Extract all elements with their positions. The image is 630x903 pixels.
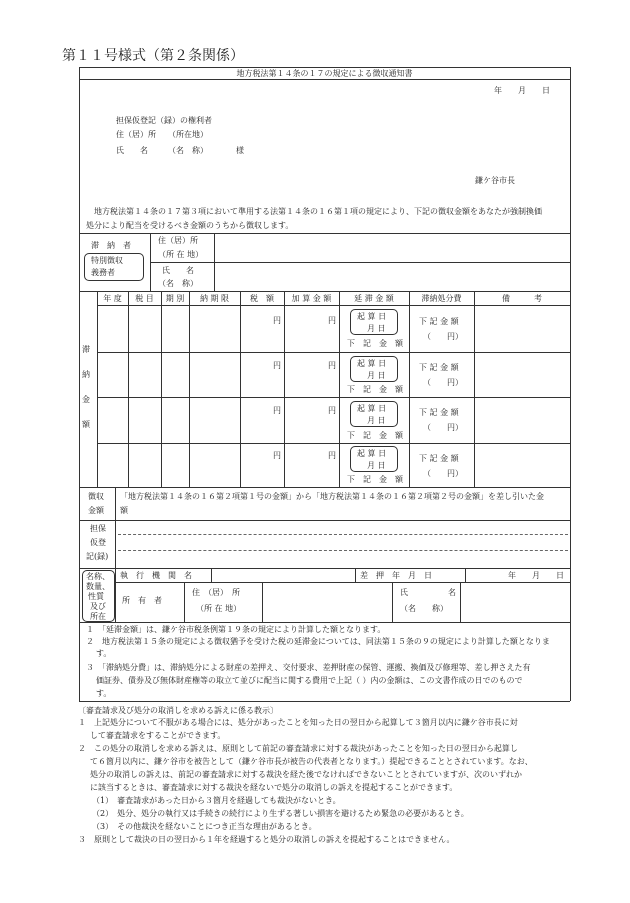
collection-text1: 「地方税法第１４条の１６第２項第１号の金額」から「地方税法第１４条の１６第２項第２号の金額」を差し引いた金 — [120, 492, 544, 501]
property-side3: 性質 — [88, 592, 104, 601]
collection-label2: 金額 — [88, 506, 104, 515]
col-div — [284, 291, 285, 487]
col-header-disposal-fee: 滞納処分費 — [421, 294, 462, 303]
col-div — [409, 291, 410, 487]
property-side4: 及び — [90, 602, 106, 611]
appeal-s3: （3） その他裁決を経ないことにつき正当な理由があるとき。 — [92, 822, 317, 831]
security-bottom-line — [79, 568, 570, 569]
row4-disp-amount: 下 記 金 額 — [419, 454, 459, 463]
row1-late-start: 起 算 日 — [357, 312, 387, 321]
row1-disp-amount: 下 記 金 額 — [419, 317, 459, 326]
note-3b: 価証券、債券及び無体財産権等の取立て並びに配当に関する費用で上記（ ）内の金額は、この文書作成の日でのもので — [96, 676, 523, 685]
seizure-label: 差 押 年 月 日 — [360, 571, 432, 580]
frame-right — [570, 67, 571, 701]
row3-late-amount: 下 記 金 額 — [347, 431, 403, 440]
col-header-tax-amount: 税 額 — [250, 294, 274, 303]
taxpayer-address-label1: 住（居）所 — [158, 236, 198, 245]
taxpayer-label-paren1: 特別徴収 — [91, 256, 123, 265]
seizure-date: 年 月 日 — [508, 571, 564, 580]
issuer-name: 鎌ケ谷市長 — [475, 176, 515, 185]
property-col-div — [211, 568, 212, 582]
row1-add-unit: 円 — [328, 316, 336, 325]
appeal-p2a: ２ この処分の取消しを求める訴えは、原則として前記の審査請求に対する裁決があったことを知った日の翌日から起算し — [78, 744, 518, 753]
col-header-late-fee: 延 滞 金 額 — [354, 294, 394, 303]
row1-tax-unit: 円 — [273, 316, 281, 325]
property-divider — [115, 568, 116, 622]
taxpayer-label-paren2: 義務者 — [91, 268, 115, 277]
appeal-s2: （2） 処分、処分の執行又は手続きの続行により生ずる著しい損害を避けるため緊急の必要があるとき。 — [92, 809, 469, 818]
owner-name-label1: 氏 名 — [400, 588, 456, 597]
property-side2: 数量、 — [86, 582, 110, 591]
row4-disp-yen: （ 円） — [423, 469, 463, 478]
row3-tax-unit: 円 — [273, 406, 281, 415]
row2-late-amount: 下 記 金 額 — [347, 385, 403, 394]
col-div — [474, 291, 475, 487]
col-header-additional: 加 算 金 額 — [291, 294, 332, 303]
frame-top — [79, 67, 570, 68]
col-header-period: 期 別 — [165, 294, 185, 303]
owner-col-div — [262, 582, 263, 622]
side-label-4: 額 — [82, 420, 90, 429]
taxpayer-label: 滞 納 者 — [91, 241, 131, 250]
appeal-p3: ３ 原則として裁決の日の翌日から１年を経過すると処分の取消しの訴えを提起することはできません。 — [78, 835, 455, 844]
owner-col-div — [392, 582, 393, 622]
col-header-remarks: 備 考 — [502, 294, 542, 303]
side-label-3: 金 — [82, 395, 90, 404]
table-top-line — [79, 291, 570, 292]
col-header-due-date: 納 期 限 — [199, 294, 230, 303]
property-bottom-line — [79, 622, 570, 623]
row1-late-day: 月 日 — [367, 324, 386, 333]
property-side5: 所在 — [90, 612, 106, 621]
agency-label: 執 行 機 関 名 — [120, 571, 192, 580]
appeal-p2d: に該当するときは、審査請求に対する裁決を経ないで処分の取消しの訴えを提起することができます。 — [90, 783, 458, 792]
form-number: 第１１号様式（第２条関係） — [62, 48, 244, 64]
col-div — [339, 291, 340, 487]
note-3a: ３ 「滞納処分費」は、滞納処分による財産の差押え、交付要求、差押財産の保管、運搬、換価及び修理等、差し押さえた有 — [86, 663, 531, 672]
table-row2-line — [97, 397, 570, 398]
intro-line1: 地方税法第１４条の１７第３項において準用する法第１４条の１６第１項の規定により、下記の徴収金額をあなたが強制換価 — [94, 207, 542, 216]
appeal-heading: 〔審査請求及び処分の取消しを求める訴えに係る教示〕 — [78, 706, 278, 715]
appeal-p2c: 処分の取消しの訴えは、前記の審査請求に対する裁決を経た後でなければできないこととされていますが、次のいずれか — [90, 770, 522, 779]
row3-add-unit: 円 — [328, 406, 336, 415]
col-div — [161, 291, 162, 487]
frame-left — [79, 67, 80, 701]
row4-add-unit: 円 — [328, 451, 336, 460]
owner-col-div — [460, 582, 461, 622]
taxpayer-mid-line — [150, 262, 570, 263]
security-label1: 担保 — [90, 524, 106, 533]
intro-line2: 処分により配当を受けるべき金額のうちから徴収します。 — [86, 221, 294, 230]
security-dash2 — [118, 550, 568, 551]
document-title: 地方税法第１４条の１７の規定による徴収通知書 — [236, 69, 413, 78]
collection-divider — [115, 487, 116, 568]
appeal-p2b: て６箇月以内に、鎌ケ谷市を被告として（鎌ケ谷市長が被告の代表者となります。）提起できることとされています。なお、 — [90, 757, 533, 766]
frame-bottom — [79, 701, 570, 702]
security-label3: 記(録) — [86, 552, 109, 561]
col-div — [240, 291, 241, 487]
row2-disp-yen: （ 円） — [423, 378, 463, 387]
table-bottom-line — [79, 487, 570, 488]
col-header-year: 年 度 — [103, 294, 122, 303]
row4-tax-unit: 円 — [273, 451, 281, 460]
taxpayer-top-line — [79, 233, 570, 234]
col-div — [189, 291, 190, 487]
property-col-div — [465, 568, 466, 582]
collection-bottom-line — [79, 520, 570, 521]
row2-tax-unit: 円 — [273, 361, 281, 370]
row4-late-day: 月 日 — [367, 461, 386, 470]
issue-date: 年 月 日 — [494, 86, 550, 95]
note-2b: す。 — [96, 649, 112, 658]
taxpayer-name-label2: （名 称） — [158, 279, 198, 288]
appeal-s1: （1） 審査請求があった日から３箇月を経過しても裁決がないとき。 — [92, 796, 341, 805]
title-underline — [79, 79, 570, 80]
addressee-line1: 担保仮登記（録）の権利者 — [116, 116, 212, 125]
owner-address-label2: （所 在 地） — [196, 604, 242, 613]
appeal-p1a: １ 上記処分について不服がある場合には、処分があったことを知った日の翌日から起算して３箇月以内に鎌ケ谷市長に対 — [78, 718, 518, 727]
addressee-address: 住（居）所 （所在地） — [116, 130, 208, 139]
property-col-div — [355, 568, 356, 582]
col-div — [128, 291, 129, 487]
owner-name-label2: （名 称） — [400, 604, 448, 613]
addressee-name: 氏 名 （名 称） 様 — [116, 146, 244, 155]
row2-add-unit: 円 — [328, 361, 336, 370]
security-label2: 仮登 — [90, 538, 106, 547]
row3-disp-yen: （ 円） — [423, 423, 463, 432]
table-row1-line — [97, 352, 570, 353]
taxpayer-address-label2: （所 在 地） — [158, 250, 204, 259]
note-3c: す。 — [96, 689, 112, 698]
col-div — [97, 291, 98, 487]
row3-late-day: 月 日 — [367, 416, 386, 425]
table-row3-line — [97, 443, 570, 444]
row1-disp-yen: （ 円） — [423, 332, 463, 341]
property-side1: 名称、 — [86, 572, 110, 581]
owner-col-div — [184, 582, 185, 622]
collection-text2: 額 — [120, 506, 128, 515]
row4-late-start: 起 算 日 — [357, 449, 387, 458]
appeal-p1b: して審査請求をすることができます。 — [90, 731, 226, 740]
col-header-tax-item: 税 目 — [135, 294, 154, 303]
table-header-line — [97, 305, 570, 306]
owner-label: 所 有 者 — [122, 596, 162, 605]
collection-label1: 徴収 — [88, 492, 104, 501]
row2-late-start: 起 算 日 — [357, 359, 387, 368]
row1-late-amount: 下 記 金 額 — [347, 339, 403, 348]
side-label-2: 納 — [82, 370, 90, 379]
security-dash1 — [118, 534, 568, 535]
taxpayer-name-label1: 氏 名 — [162, 266, 194, 275]
note-2a: ２ 地方税法第１５条の規定による徴収猶予を受けた税の延滞金については、同法第１５条の９の規定により計算した額となりま — [86, 637, 550, 646]
owner-address-label1: 住 （居） 所 — [192, 588, 240, 597]
row3-disp-amount: 下 記 金 額 — [419, 408, 459, 417]
row3-late-start: 起 算 日 — [357, 404, 387, 413]
side-label-1: 滞 — [82, 345, 90, 354]
note-1: １ 「延滞金額」は、鎌ケ谷市税条例第１９条の規定により計算した額となります。 — [86, 625, 386, 634]
row2-disp-amount: 下 記 金 額 — [419, 363, 459, 372]
row2-late-day: 月 日 — [367, 371, 386, 380]
row4-late-amount: 下 記 金 額 — [347, 475, 403, 484]
